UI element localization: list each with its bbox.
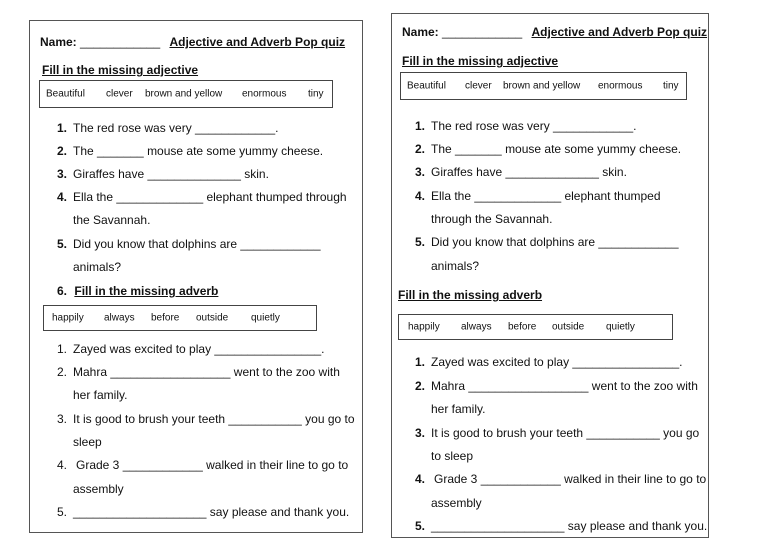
adverb-question-line: Zayed was excited to play ________________.	[73, 342, 325, 356]
word-bank-item: before	[151, 312, 180, 324]
adverb-word-bank	[43, 305, 317, 331]
question-number: 3.	[415, 165, 426, 179]
adverb-question-line: It is good to brush your teeth ___________ you go to	[73, 412, 355, 426]
word-bank-item: outside	[552, 321, 585, 333]
left-quiz-sheet	[29, 20, 363, 533]
word-bank-item: outside	[196, 312, 229, 324]
word-bank-item: enormous	[598, 80, 643, 92]
adjective-question-line: Ella the _____________ elephant thumped	[431, 189, 661, 203]
adjective-question-line: The red rose was very ____________.	[73, 121, 279, 135]
adverb-question-line: assembly	[431, 496, 482, 510]
word-bank-item: happily	[52, 312, 84, 324]
adverb-section-title: Fill in the missing adverb	[398, 288, 543, 302]
question-number: 5.	[57, 237, 68, 251]
word-bank-item: before	[508, 321, 537, 333]
question-number: 4.	[57, 458, 68, 472]
word-bank-item: brown and yellow	[503, 80, 581, 92]
adverb-question-line: ____________________ say please and thank you.	[431, 519, 708, 533]
question-number: 2.	[57, 365, 68, 379]
right-quiz-sheet	[391, 13, 709, 538]
adverb-section-title	[57, 284, 218, 298]
word-bank-item: clever	[465, 80, 492, 92]
question-number: 1.	[57, 121, 68, 135]
adjective-question-line: Did you know that dolphins are ____________	[431, 235, 679, 249]
adverb-question-line: Mahra __________________ went to the zoo with	[73, 365, 340, 379]
word-bank-item: quietly	[606, 321, 635, 333]
adjective-question-line: the Savannah.	[73, 213, 151, 227]
adjective-question-line: The _______ mouse ate some yummy cheese.	[431, 142, 682, 156]
adverb-question-line: Grade 3 ____________ walked in their line to go to	[76, 458, 349, 472]
question-number: 1.	[415, 119, 426, 133]
adverb-question-line: her family.	[431, 402, 486, 416]
adverb-question-line: It is good to brush your teeth ___________ you go	[431, 426, 700, 440]
question-number: 5.	[415, 235, 426, 249]
question-number: 1.	[57, 342, 68, 356]
name-blank: ____________	[442, 25, 523, 39]
adjective-question-line: Giraffes have ______________ skin.	[73, 167, 269, 181]
word-bank-item: enormous	[242, 88, 287, 100]
adjective-question-line: Did you know that dolphins are ____________	[73, 237, 321, 251]
adverb-question-line: Mahra __________________ went to the zoo with	[431, 379, 698, 393]
quiz-header	[402, 25, 707, 39]
word-bank-item: Beautiful	[46, 88, 85, 100]
adjective-question-line: The _______ mouse ate some yummy cheese.	[73, 144, 324, 158]
adjective-question-line: The red rose was very ____________.	[431, 119, 637, 133]
adjective-question-line: Giraffes have ______________ skin.	[431, 165, 627, 179]
word-bank-item: tiny	[308, 88, 324, 100]
adjective-section-title: Fill in the missing adjective	[42, 63, 199, 77]
question-number: 2.	[415, 379, 426, 393]
adverb-question-line: Zayed was excited to play ________________.	[431, 355, 683, 369]
name-label: Name:	[40, 35, 77, 49]
adjective-question-line: Ella the _____________ elephant thumped through	[73, 190, 347, 204]
question-number: 2.	[57, 144, 68, 158]
quiz-header	[40, 35, 345, 49]
word-bank-item: tiny	[663, 80, 679, 92]
question-number: 5.	[415, 519, 426, 533]
word-bank-item: quietly	[251, 312, 280, 324]
word-bank-item: happily	[408, 321, 440, 333]
adjective-word-bank	[39, 80, 333, 108]
word-bank-item: brown and yellow	[145, 88, 223, 100]
word-bank-item: clever	[106, 88, 133, 100]
adjective-question-line: through the Savannah.	[431, 212, 553, 226]
adverb-question-line: assembly	[73, 482, 124, 496]
adverb-section-label: Fill in the missing adverb	[74, 284, 219, 298]
question-number: 2.	[415, 142, 426, 156]
adjective-word-bank	[400, 72, 687, 100]
question-number: 3.	[57, 412, 68, 426]
adverb-question-line: her family.	[73, 388, 128, 402]
adverb-question-line: Grade 3 ____________ walked in their line to go to	[434, 472, 707, 486]
quiz-title: Adjective and Adverb Pop quiz	[169, 35, 346, 49]
adverb-question-line: sleep	[73, 435, 102, 449]
question-number: 5.	[57, 505, 68, 519]
adverb-question-line: to sleep	[431, 449, 474, 463]
question-number: 3.	[57, 167, 68, 181]
word-bank-item: Beautiful	[407, 80, 446, 92]
name-label: Name:	[402, 25, 439, 39]
adverb-word-bank	[398, 314, 673, 340]
word-bank-item: always	[104, 312, 135, 324]
name-blank: ____________	[80, 35, 161, 49]
adverb-question-line: ____________________ say please and thank you.	[73, 505, 350, 519]
quiz-title: Adjective and Adverb Pop quiz	[531, 25, 708, 39]
adjective-question-line: animals?	[431, 259, 480, 273]
adjective-section-title: Fill in the missing adjective	[402, 54, 559, 68]
question-number: 1.	[415, 355, 426, 369]
adjective-question-line: animals?	[73, 260, 122, 274]
adverb-section-number: 6.	[57, 284, 68, 298]
question-number: 4.	[415, 189, 426, 203]
question-number: 4.	[57, 190, 68, 204]
word-bank-item: always	[461, 321, 492, 333]
question-number: 3.	[415, 426, 426, 440]
question-number: 4.	[415, 472, 426, 486]
